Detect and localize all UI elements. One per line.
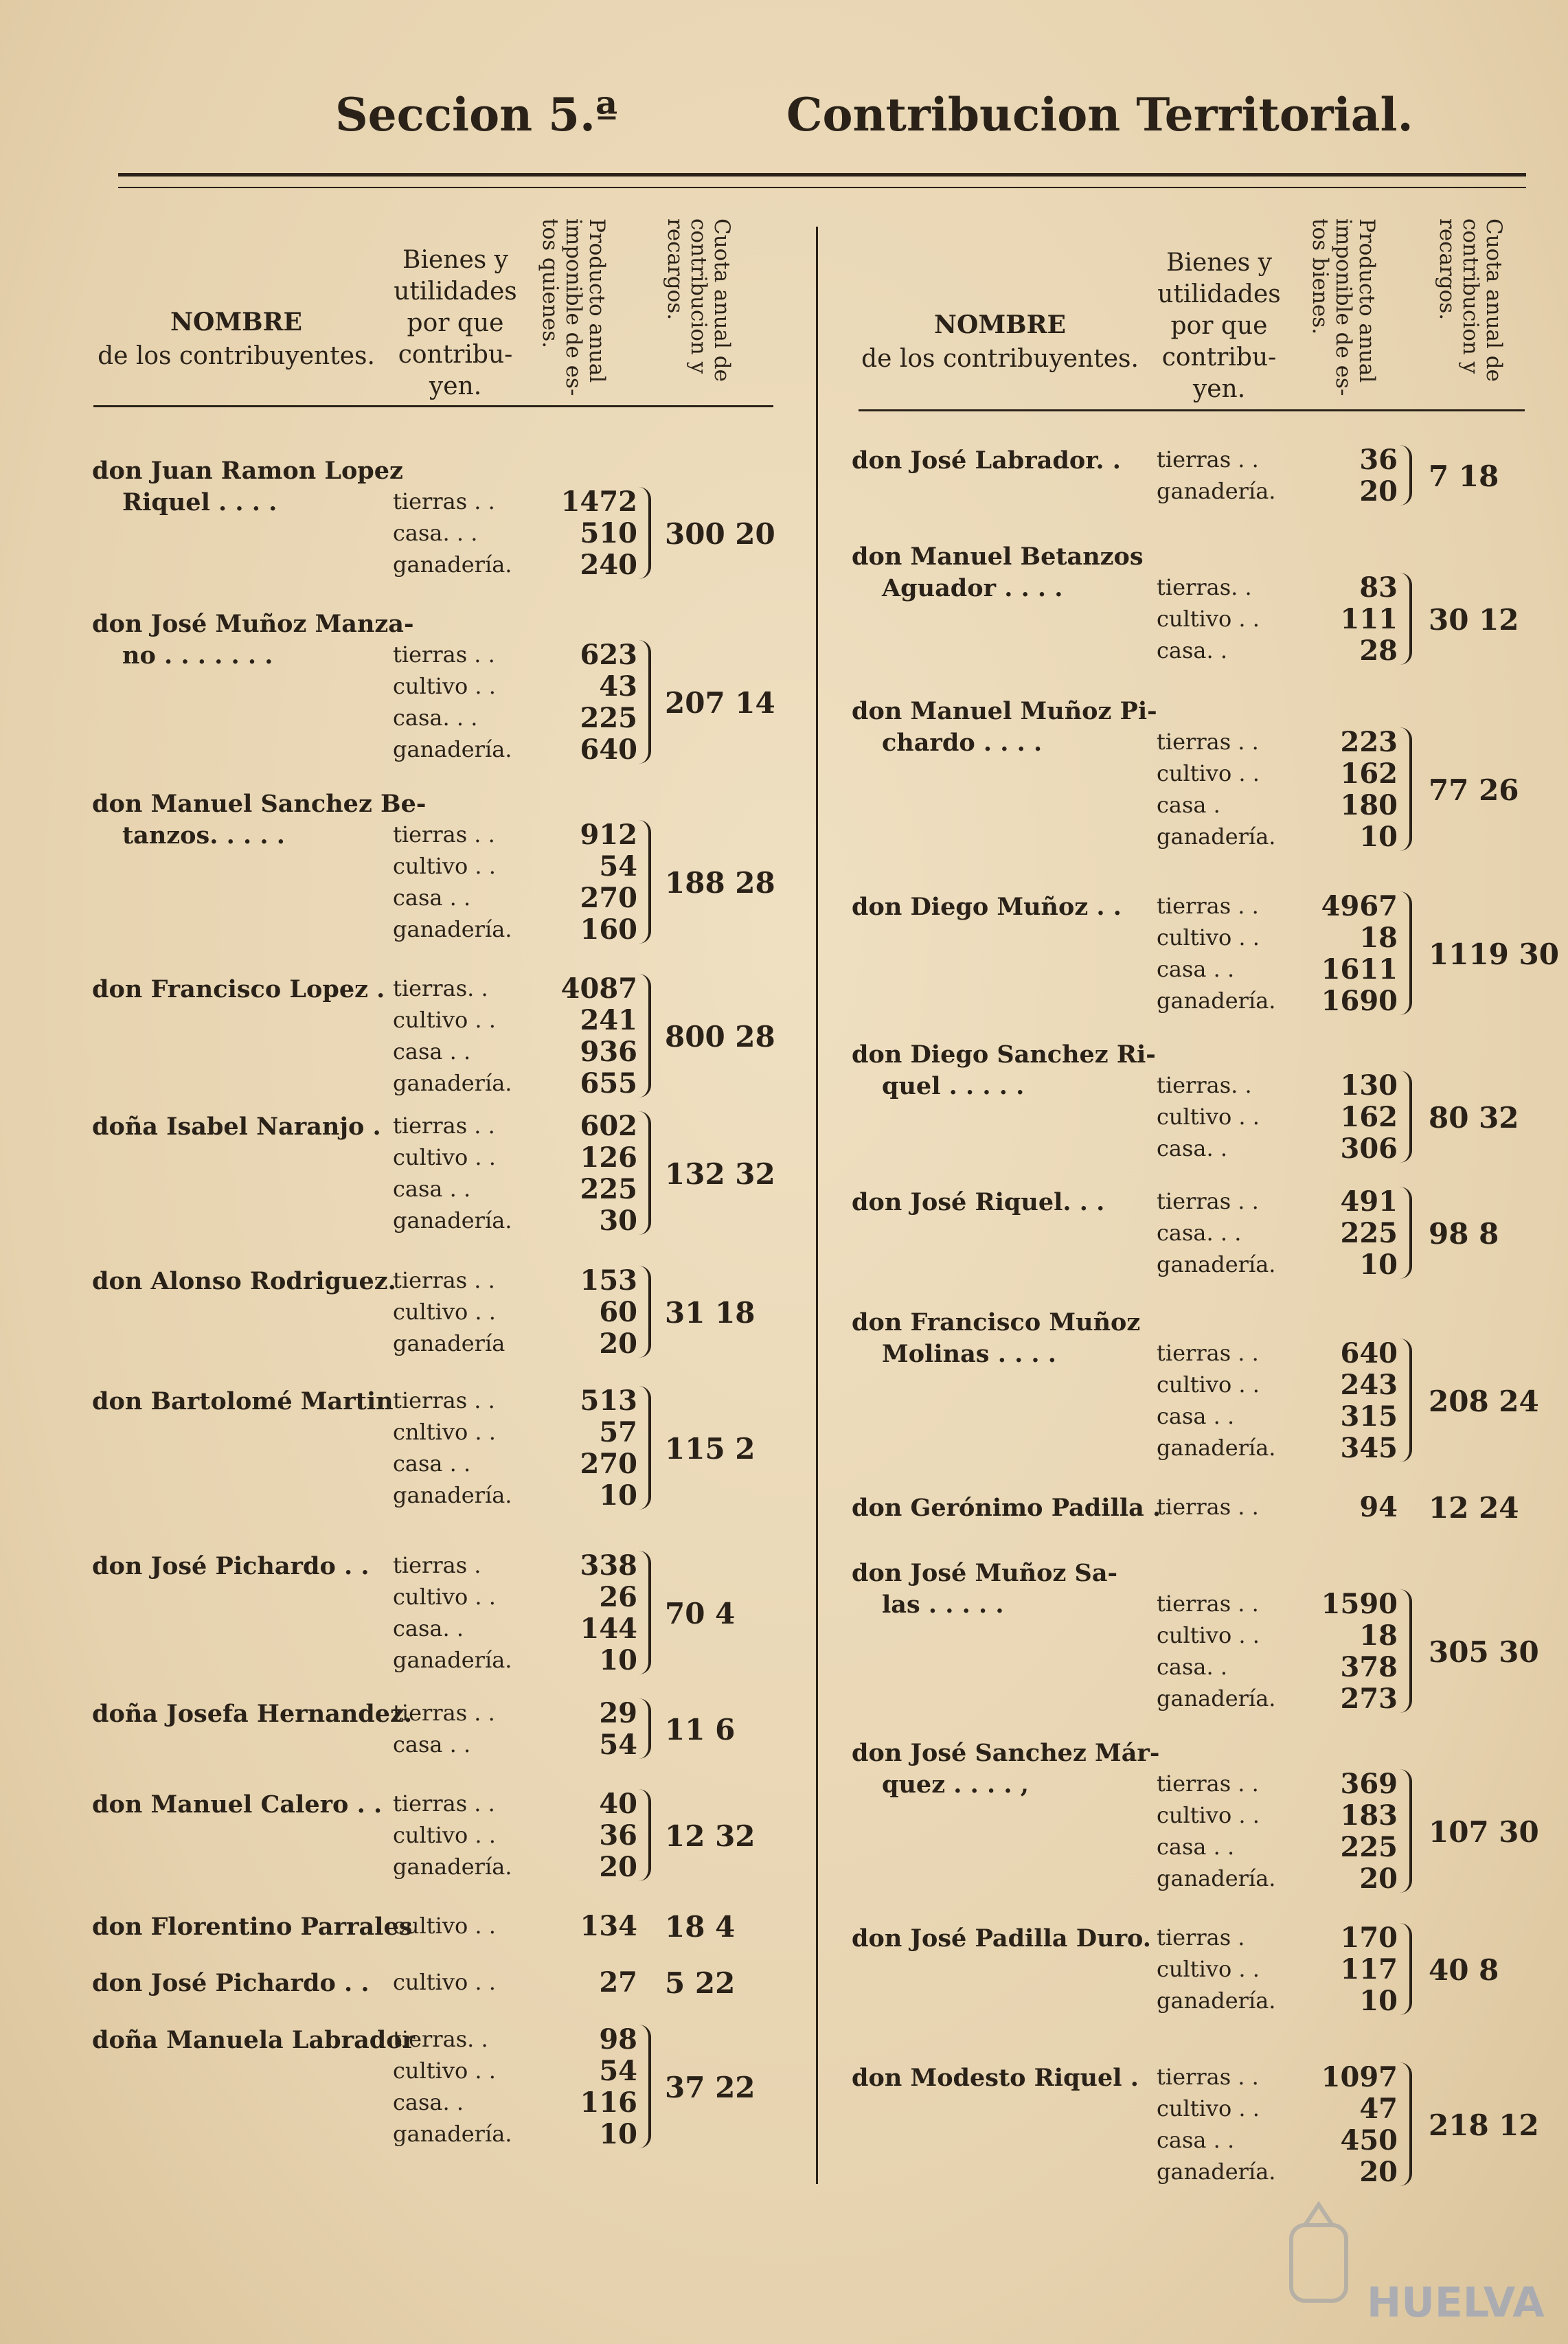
asset-type: tierras . . xyxy=(1157,1188,1259,1214)
asset-value: 47 xyxy=(1359,2093,1398,2125)
annual-quota: 132 32 xyxy=(665,1157,775,1191)
asset-value: 20 xyxy=(1359,1863,1398,1895)
right-header-rule xyxy=(859,409,1525,411)
producto-header-right: Producto anual imponible de es-tos bienes. xyxy=(1308,218,1379,396)
asset-type: cultivo . . xyxy=(393,1007,496,1033)
asset-value: 345 xyxy=(1340,1432,1398,1464)
asset-type: tierras . . xyxy=(393,821,495,847)
asset-value: 450 xyxy=(1340,2124,1398,2157)
brace xyxy=(639,1698,651,1759)
asset-value: 20 xyxy=(1359,475,1398,508)
asset-value: 491 xyxy=(1340,1185,1398,1218)
asset-value: 936 xyxy=(580,1036,637,1068)
asset-value: 4087 xyxy=(560,972,637,1005)
asset-type: ganadería. xyxy=(1157,1988,1276,2014)
contributor-name: don Modesto Riquel . xyxy=(852,2064,1139,2092)
brace xyxy=(639,1111,651,1235)
contributor-name: don José Labrador. . xyxy=(852,446,1121,475)
asset-type: casa . . xyxy=(1157,2127,1235,2153)
asset-value: 225 xyxy=(580,702,637,734)
contributor-name: don Manuel Muñoz Pi- xyxy=(852,697,1157,725)
asset-value: 1611 xyxy=(1321,953,1398,986)
asset-type: tierras . . xyxy=(1157,2064,1259,2090)
page-title: Contribucion Territorial. xyxy=(786,88,1413,141)
asset-type: tierras . . xyxy=(1157,1771,1259,1797)
brace xyxy=(1400,1923,1412,2015)
asset-type: casa . . xyxy=(393,1038,471,1065)
contributor-name: don Manuel Sanchez Be- xyxy=(92,790,427,818)
asset-type: ganadería. xyxy=(393,916,512,942)
top-rule xyxy=(118,173,1526,177)
asset-value: 54 xyxy=(599,2055,637,2087)
asset-type: tierras . . xyxy=(393,1267,495,1293)
asset-value: 1690 xyxy=(1321,985,1398,1017)
annual-quota: 12 24 xyxy=(1429,1491,1519,1525)
asset-type: tierras . xyxy=(1157,1924,1245,1950)
asset-type: tierras . . xyxy=(1157,1494,1259,1520)
asset-value: 10 xyxy=(599,1644,637,1676)
asset-type: tierras . . xyxy=(1157,446,1259,473)
column-divider xyxy=(816,227,818,2184)
contributor-name: don Francisco Muñoz xyxy=(852,1308,1141,1336)
asset-value: 26 xyxy=(599,1581,637,1613)
asset-type: ganadería. xyxy=(393,1070,512,1096)
brace xyxy=(639,2025,651,2148)
brace xyxy=(1400,2062,1412,2186)
asset-value: 10 xyxy=(1359,1985,1398,2017)
annual-quota: 30 12 xyxy=(1429,603,1519,637)
nombre-subheader-right: de los contribuyentes. xyxy=(861,345,1139,373)
asset-type: casa . . xyxy=(393,885,471,911)
contributor-name: don José Muñoz Manza- xyxy=(92,610,414,638)
asset-value: 655 xyxy=(580,1067,637,1100)
brace xyxy=(639,1266,651,1358)
asset-type: cultivo . . xyxy=(393,1144,496,1170)
asset-type: cultivo . . xyxy=(1157,1802,1260,1828)
asset-type: ganadería. xyxy=(393,1207,512,1233)
contributor-name: quez . . . . , xyxy=(882,1771,1029,1799)
asset-type: cultivo . . xyxy=(393,1584,496,1610)
annual-quota: 12 32 xyxy=(665,1819,755,1853)
asset-type: tierras . . xyxy=(393,1113,495,1139)
annual-quota: 305 30 xyxy=(1429,1635,1539,1669)
asset-type: ganadería xyxy=(393,1330,505,1356)
asset-value: 27 xyxy=(599,1966,637,1999)
asset-value: 912 xyxy=(580,819,637,851)
asset-type: casa . . xyxy=(1157,1834,1235,1860)
contributor-name: don Manuel Betanzos xyxy=(852,543,1144,571)
asset-value: 10 xyxy=(1359,1249,1398,1281)
asset-type: cultivo . . xyxy=(393,2058,496,2084)
contributor-name: don Florentino Parrales xyxy=(92,1913,413,1941)
asset-value: 640 xyxy=(580,733,637,766)
asset-value: 57 xyxy=(599,1416,637,1448)
asset-type: casa . . xyxy=(393,1450,471,1477)
asset-value: 640 xyxy=(1340,1337,1398,1369)
brace xyxy=(639,487,651,579)
asset-value: 98 xyxy=(599,2023,637,2056)
annual-quota: 70 4 xyxy=(665,1597,736,1630)
annual-quota: 115 2 xyxy=(665,1432,755,1466)
asset-type: ganadería. xyxy=(1157,1685,1276,1711)
asset-type: casa. . . xyxy=(1157,1220,1242,1246)
asset-value: 36 xyxy=(1359,444,1398,476)
asset-value: 10 xyxy=(599,2118,637,2150)
asset-value: 40 xyxy=(599,1788,637,1820)
asset-value: 225 xyxy=(580,1173,637,1205)
brace xyxy=(639,974,651,1097)
asset-type: tierras. . xyxy=(393,975,488,1001)
contributor-name: tanzos. . . . . xyxy=(122,821,285,850)
cuota-header-right: Cuota anual de contribucion y recargos. xyxy=(1435,218,1506,382)
contributor-name: don Bartolomé Martin xyxy=(92,1387,394,1415)
asset-value: 270 xyxy=(580,1448,637,1480)
annual-quota: 208 24 xyxy=(1429,1385,1539,1418)
asset-type: ganadería. xyxy=(393,1482,512,1508)
asset-value: 162 xyxy=(1340,1101,1398,1133)
asset-value: 54 xyxy=(599,850,637,883)
bienes-header-right: Bienes y utilidades por que contribu-yen. xyxy=(1157,249,1281,403)
asset-type: tierras. . xyxy=(1157,574,1252,600)
asset-type: casa . . xyxy=(1157,956,1235,982)
asset-value: 83 xyxy=(1359,571,1398,604)
contributor-name: don José Riquel. . . xyxy=(852,1188,1105,1216)
asset-type: ganadería. xyxy=(1157,1435,1276,1461)
asset-value: 4967 xyxy=(1321,890,1398,922)
nombre-header: NOMBRE xyxy=(170,308,302,337)
brace xyxy=(1400,1071,1412,1163)
asset-type: casa. . . xyxy=(393,705,478,731)
asset-value: 20 xyxy=(599,1328,637,1360)
asset-type: tierras . . xyxy=(393,488,495,514)
asset-value: 20 xyxy=(1359,2156,1398,2188)
asset-value: 240 xyxy=(580,549,637,581)
annual-quota: 1119 30 xyxy=(1429,937,1559,971)
annual-quota: 218 12 xyxy=(1429,2108,1539,2142)
asset-value: 338 xyxy=(580,1549,637,1582)
bienes-header: Bienes y utilidades por que contribu-yen. xyxy=(394,246,517,400)
asset-value: 180 xyxy=(1340,789,1398,821)
asset-type: ganadería. xyxy=(1157,988,1276,1014)
asset-value: 1472 xyxy=(560,486,637,518)
asset-value: 306 xyxy=(1340,1133,1398,1165)
asset-type: ganadería. xyxy=(1157,2159,1276,2185)
annual-quota: 7 18 xyxy=(1429,459,1499,493)
contributor-name: las . . . . . xyxy=(882,1591,1004,1619)
asset-type: ganadería. xyxy=(393,551,512,578)
asset-type: tierras . . xyxy=(1157,1340,1259,1366)
contributor-name: don Diego Muñoz . . xyxy=(852,893,1122,921)
asset-type: cultivo . . xyxy=(393,1913,496,1939)
top-rule-thin xyxy=(118,187,1526,188)
asset-value: 223 xyxy=(1340,726,1398,758)
asset-type: tierras . . xyxy=(1157,729,1259,755)
asset-type: cultivo . . xyxy=(393,1822,496,1848)
asset-type: ganadería. xyxy=(393,2121,512,2147)
asset-type: casa. . . xyxy=(393,520,478,546)
brace xyxy=(639,1789,651,1881)
asset-type: ganadería. xyxy=(1157,1251,1276,1277)
annual-quota: 37 22 xyxy=(665,2071,755,2104)
nombre-header-right: NOMBRE xyxy=(934,310,1066,339)
contributor-name: don José Sanchez Már- xyxy=(852,1739,1160,1767)
asset-type: tierras . . xyxy=(393,1700,495,1726)
asset-value: 20 xyxy=(599,1851,637,1883)
asset-value: 10 xyxy=(1359,821,1398,853)
contributor-name: quel . . . . . xyxy=(882,1072,1025,1100)
contributor-name: don Alonso Rodriguez. xyxy=(92,1267,396,1295)
asset-type: ganadería. xyxy=(393,736,512,762)
asset-value: 126 xyxy=(580,1141,637,1174)
asset-type: cultivo . . xyxy=(1157,1372,1260,1398)
annual-quota: 80 32 xyxy=(1429,1101,1519,1135)
asset-type: cultivo . . xyxy=(1157,2095,1260,2121)
asset-value: 117 xyxy=(1340,1953,1398,1985)
asset-type: casa . xyxy=(1157,792,1220,818)
asset-type: tierras. . xyxy=(1157,1072,1252,1098)
annual-quota: 188 28 xyxy=(665,866,775,900)
asset-value: 225 xyxy=(1340,1831,1398,1863)
asset-value: 315 xyxy=(1340,1400,1398,1433)
contributor-name: doña Isabel Naranjo . xyxy=(92,1113,381,1141)
brace xyxy=(1400,1589,1412,1713)
contributor-name: Riquel . . . . xyxy=(122,488,277,516)
asset-type: cultivo . . xyxy=(1157,1622,1260,1648)
asset-value: 162 xyxy=(1340,758,1398,790)
contributor-name: don Gerónimo Padilla . xyxy=(852,1494,1161,1522)
contributor-name: don Juan Ramon Lopez xyxy=(92,457,403,485)
asset-value: 170 xyxy=(1340,1922,1398,1954)
asset-type: tierras . . xyxy=(1157,893,1259,919)
asset-value: 30 xyxy=(599,1205,637,1237)
annual-quota: 107 30 xyxy=(1429,1815,1539,1849)
annual-quota: 18 4 xyxy=(665,1910,736,1944)
asset-type: tierras . . xyxy=(393,1387,495,1413)
asset-type: cultivo . . xyxy=(393,853,496,879)
asset-type: ganadería. xyxy=(393,1647,512,1673)
asset-type: tierras . . xyxy=(393,1790,495,1817)
asset-type: ganadería. xyxy=(1157,823,1276,850)
cuota-header: Cuota anual de contribucion y recargos. xyxy=(663,218,734,382)
contributor-name: doña Josefa Hernandez. xyxy=(92,1700,413,1728)
brace xyxy=(639,1551,651,1674)
asset-value: 273 xyxy=(1340,1683,1398,1715)
asset-value: 60 xyxy=(599,1296,637,1328)
annual-quota: 11 6 xyxy=(665,1713,736,1746)
brace xyxy=(639,1386,651,1510)
asset-type: ganadería. xyxy=(1157,1865,1276,1891)
asset-value: 510 xyxy=(580,517,637,549)
asset-type: casa. . xyxy=(393,2089,464,2115)
asset-value: 243 xyxy=(1340,1369,1398,1401)
brace xyxy=(1400,891,1412,1015)
asset-value: 116 xyxy=(580,2086,637,2119)
asset-type: cnltivo . . xyxy=(393,1419,496,1445)
asset-value: 10 xyxy=(599,1479,637,1512)
asset-type: casa. . xyxy=(1157,637,1228,663)
asset-type: tierras . . xyxy=(1157,1591,1259,1617)
asset-type: casa. . xyxy=(393,1615,464,1641)
left-header-rule xyxy=(93,405,773,407)
contributor-name: don José Muñoz Sa- xyxy=(852,1559,1118,1587)
asset-type: ganadería. xyxy=(393,1854,512,1880)
annual-quota: 5 22 xyxy=(665,1966,736,2000)
brace xyxy=(1400,727,1412,851)
contributor-name: chardo . . . . xyxy=(882,729,1043,757)
contributor-name: don Francisco Lopez . xyxy=(92,975,385,1003)
contributor-name: don José Pichardo . . xyxy=(92,1552,370,1580)
asset-type: cultivo . . xyxy=(1157,1956,1260,1982)
asset-type: tierras . xyxy=(393,1552,481,1578)
asset-value: 378 xyxy=(1340,1651,1398,1683)
brace xyxy=(1400,445,1412,505)
asset-type: cultivo . . xyxy=(393,1299,496,1325)
nombre-subheader: de los contribuyentes. xyxy=(98,342,375,370)
asset-type: casa . . xyxy=(393,1731,471,1757)
asset-value: 602 xyxy=(580,1110,637,1142)
asset-type: cultivo . . xyxy=(1157,1104,1260,1130)
asset-value: 43 xyxy=(599,670,637,703)
asset-value: 270 xyxy=(580,882,637,914)
brace xyxy=(1400,1187,1412,1279)
contributor-name: no . . . . . . . xyxy=(122,641,273,670)
annual-quota: 300 20 xyxy=(665,517,775,551)
asset-value: 183 xyxy=(1340,1799,1398,1832)
contributor-name: Molinas . . . . xyxy=(882,1340,1056,1368)
producto-header: Producto anual imponible de es-tos quienes. xyxy=(538,218,609,396)
brace xyxy=(639,640,651,764)
asset-value: 134 xyxy=(580,1910,637,1942)
contributor-name: doña Manuela Labrador xyxy=(92,2026,416,2054)
asset-value: 54 xyxy=(599,1729,637,1761)
contributor-name: don Manuel Calero . . xyxy=(92,1790,383,1819)
asset-type: tierras . . xyxy=(393,641,495,668)
contributor-name: don José Pichardo . . xyxy=(92,1969,370,1997)
asset-type: casa. . xyxy=(1157,1654,1228,1680)
annual-quota: 98 8 xyxy=(1429,1217,1499,1251)
brace xyxy=(1400,1769,1412,1893)
asset-value: 18 xyxy=(1359,922,1398,954)
asset-value: 94 xyxy=(1359,1491,1398,1523)
asset-type: casa . . xyxy=(393,1176,471,1202)
brace xyxy=(1400,573,1412,665)
asset-value: 111 xyxy=(1340,603,1398,635)
asset-type: casa. . xyxy=(1157,1135,1228,1161)
annual-quota: 77 26 xyxy=(1429,773,1519,807)
contributor-name: Aguador . . . . xyxy=(882,574,1063,602)
asset-type: cultivo . . xyxy=(393,1969,496,1995)
asset-type: cultivo . . xyxy=(1157,924,1260,951)
brace xyxy=(1400,1339,1412,1462)
section-title: Seccion 5.ª xyxy=(335,88,618,141)
asset-type: casa . . xyxy=(1157,1403,1235,1429)
asset-value: 29 xyxy=(599,1697,637,1729)
asset-value: 1097 xyxy=(1321,2061,1398,2093)
asset-type: cultivo . . xyxy=(1157,760,1260,786)
asset-value: 130 xyxy=(1340,1069,1398,1102)
asset-type: tierras. . xyxy=(393,2026,488,2052)
contributor-name: don Diego Sanchez Ri- xyxy=(852,1040,1156,1069)
asset-value: 241 xyxy=(580,1004,637,1036)
asset-type: cultivo . . xyxy=(1157,606,1260,632)
annual-quota: 800 28 xyxy=(665,1020,775,1054)
asset-value: 513 xyxy=(580,1385,637,1417)
asset-value: 623 xyxy=(580,639,637,671)
brace xyxy=(639,820,651,944)
asset-value: 153 xyxy=(580,1264,637,1297)
asset-value: 225 xyxy=(1340,1217,1398,1249)
asset-value: 18 xyxy=(1359,1619,1398,1652)
asset-value: 1590 xyxy=(1321,1588,1398,1620)
seal-text: HUELVA xyxy=(1367,2279,1545,2327)
annual-quota: 40 8 xyxy=(1429,1953,1499,1987)
contributor-name: don José Padilla Duro. xyxy=(852,1924,1151,1953)
asset-value: 28 xyxy=(1359,635,1398,667)
asset-value: 369 xyxy=(1340,1768,1398,1800)
asset-type: cultivo . . xyxy=(393,673,496,699)
asset-value: 144 xyxy=(580,1613,637,1645)
annual-quota: 207 14 xyxy=(665,686,775,720)
annual-quota: 31 18 xyxy=(665,1296,755,1330)
asset-value: 160 xyxy=(580,913,637,946)
asset-value: 36 xyxy=(599,1819,637,1852)
asset-type: ganadería. xyxy=(1157,478,1276,504)
